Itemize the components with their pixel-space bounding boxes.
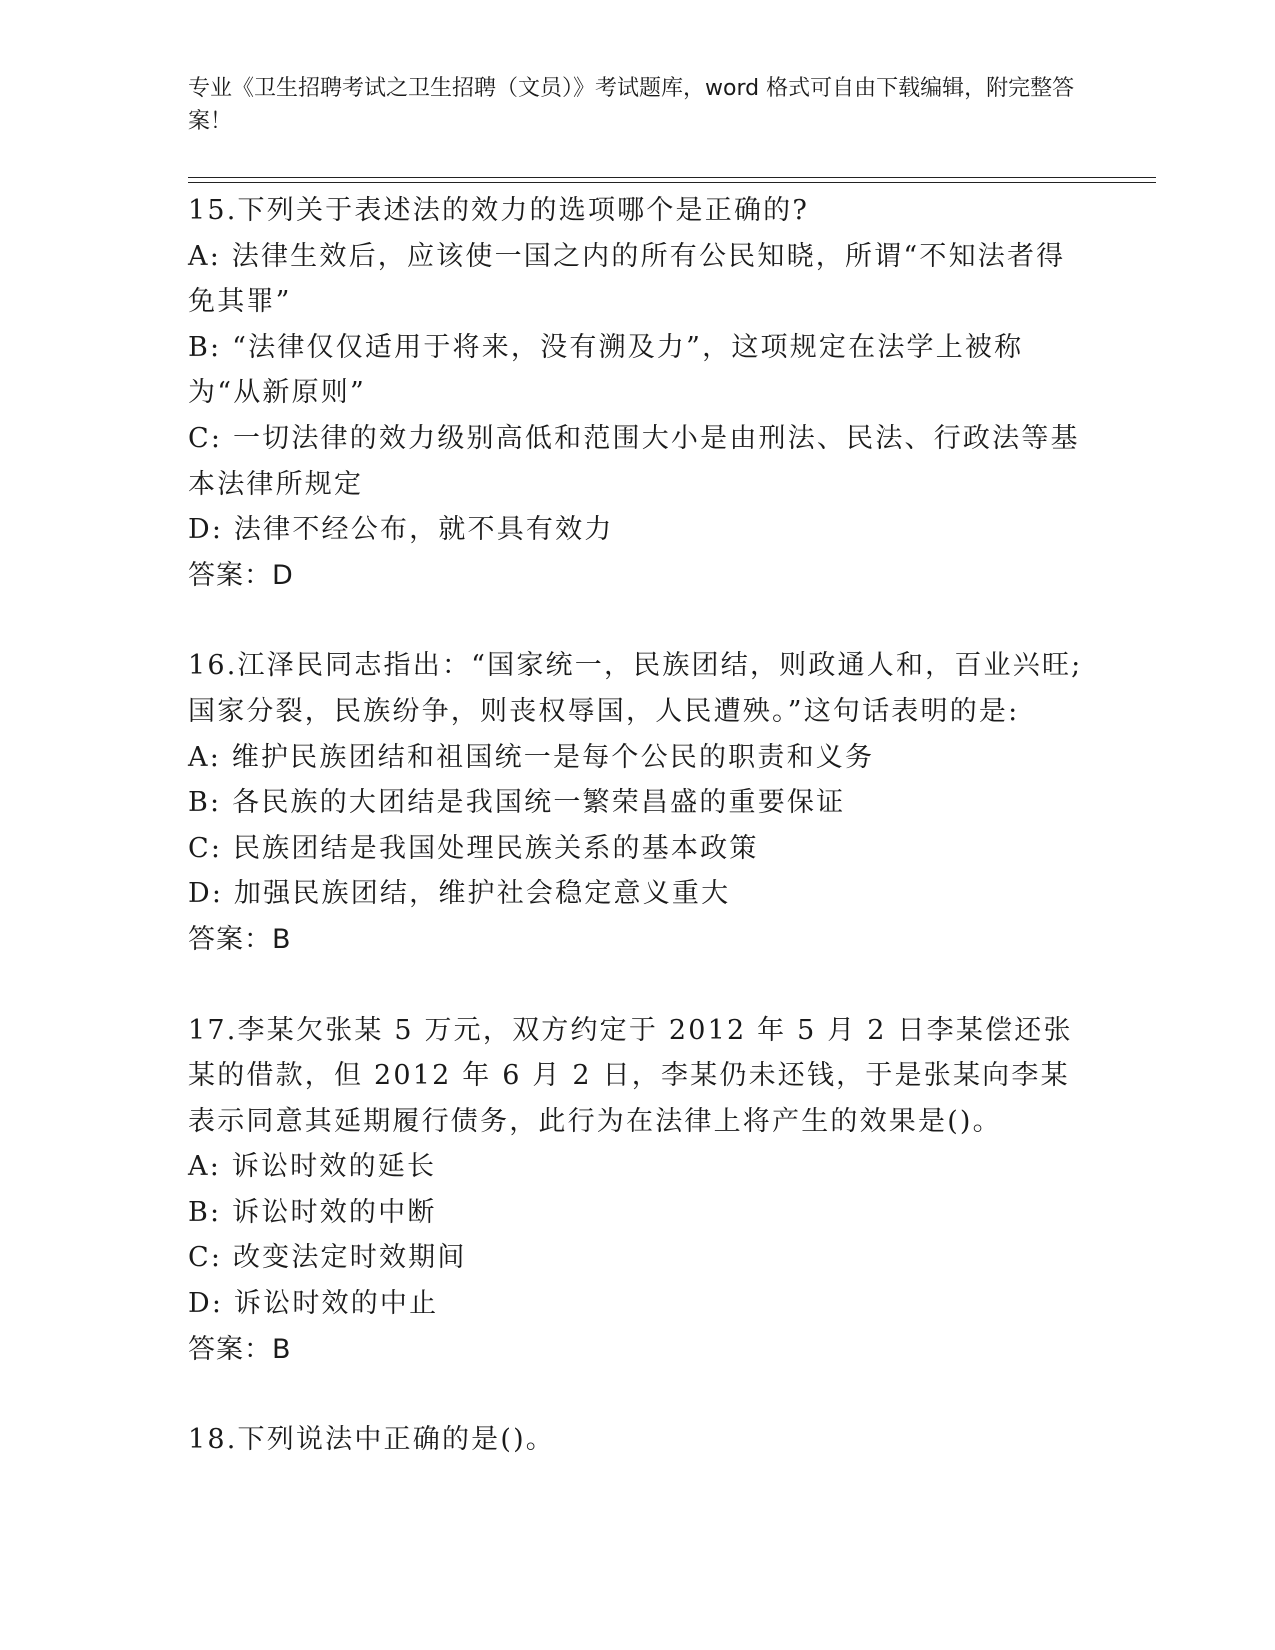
option-c: C: 民族团结是我国处理民族关系的基本政策 [188, 832, 759, 864]
question-stem: 18.下列说法中正确的是()。 [188, 1424, 556, 1456]
option-b: B: 诉讼时效的中断 [188, 1196, 437, 1228]
question-stem: 15.下列关于表述法的效力的选项哪个是正确的? [188, 195, 810, 226]
option-d: D: 诉讼时效的中止 [188, 1288, 439, 1320]
question-stem: 16.江泽民同志指出：“国家统一，民族团结，则政通人和，百业兴旺;国家分裂，民族纷争，则丧权辱国，人民遭殃。”这句话表明的是: [188, 650, 1083, 727]
header-divider-top [188, 177, 1156, 178]
question-list [188, 188, 1088, 1463]
question-16 [188, 643, 1088, 962]
question-15 [188, 188, 1088, 598]
option-d: D: 法律不经公布，就不具有效力 [188, 514, 614, 546]
answer: 答案：B [188, 1333, 292, 1365]
option-b: B: “法律仅仅适用于将来，没有溯及力”，这项规定在法学上被称为“从新原则” [188, 331, 1024, 409]
option-a: A: 法律生效后，应该使一国之内的所有公民知晓，所谓“不知法者得免其罪” [188, 240, 1066, 318]
option-a: A: 维护民族团结和祖国统一是每个公民的职责和义务 [188, 741, 875, 773]
option-c: C: 改变法定时效期间 [188, 1242, 467, 1274]
option-c: C: 一切法律的效力级别高低和范围大小是由刑法、民法、行政法等基本法律所规定 [188, 422, 1080, 500]
option-d: D: 加强民族团结，维护社会稳定意义重大 [188, 878, 731, 910]
answer: 答案：B [188, 923, 292, 955]
question-17 [188, 1008, 1088, 1373]
answer: 答案：D [188, 559, 294, 591]
option-a: A: 诉讼时效的延长 [188, 1151, 437, 1183]
option-b: B: 各民族的大团结是我国统一繁荣昌盛的重要保证 [188, 787, 846, 819]
document-header: 专业《卫生招聘考试之卫生招聘（文员）》考试题库，word 格式可自由下载编辑，附完整答案！ [188, 76, 1075, 134]
header-divider-bottom [188, 182, 1156, 183]
question-18 [188, 1417, 1088, 1463]
question-stem: 17.李某欠张某 5 万元，双方约定于 2012 年 5 月 2 日李某偿还张某的借款，但 2012 年 6 月 2 日，李某仍未还钱，于是张某向李某表示同意其延期履行债务，此行为在法律上将产生的效果是()。 [188, 1014, 1073, 1137]
